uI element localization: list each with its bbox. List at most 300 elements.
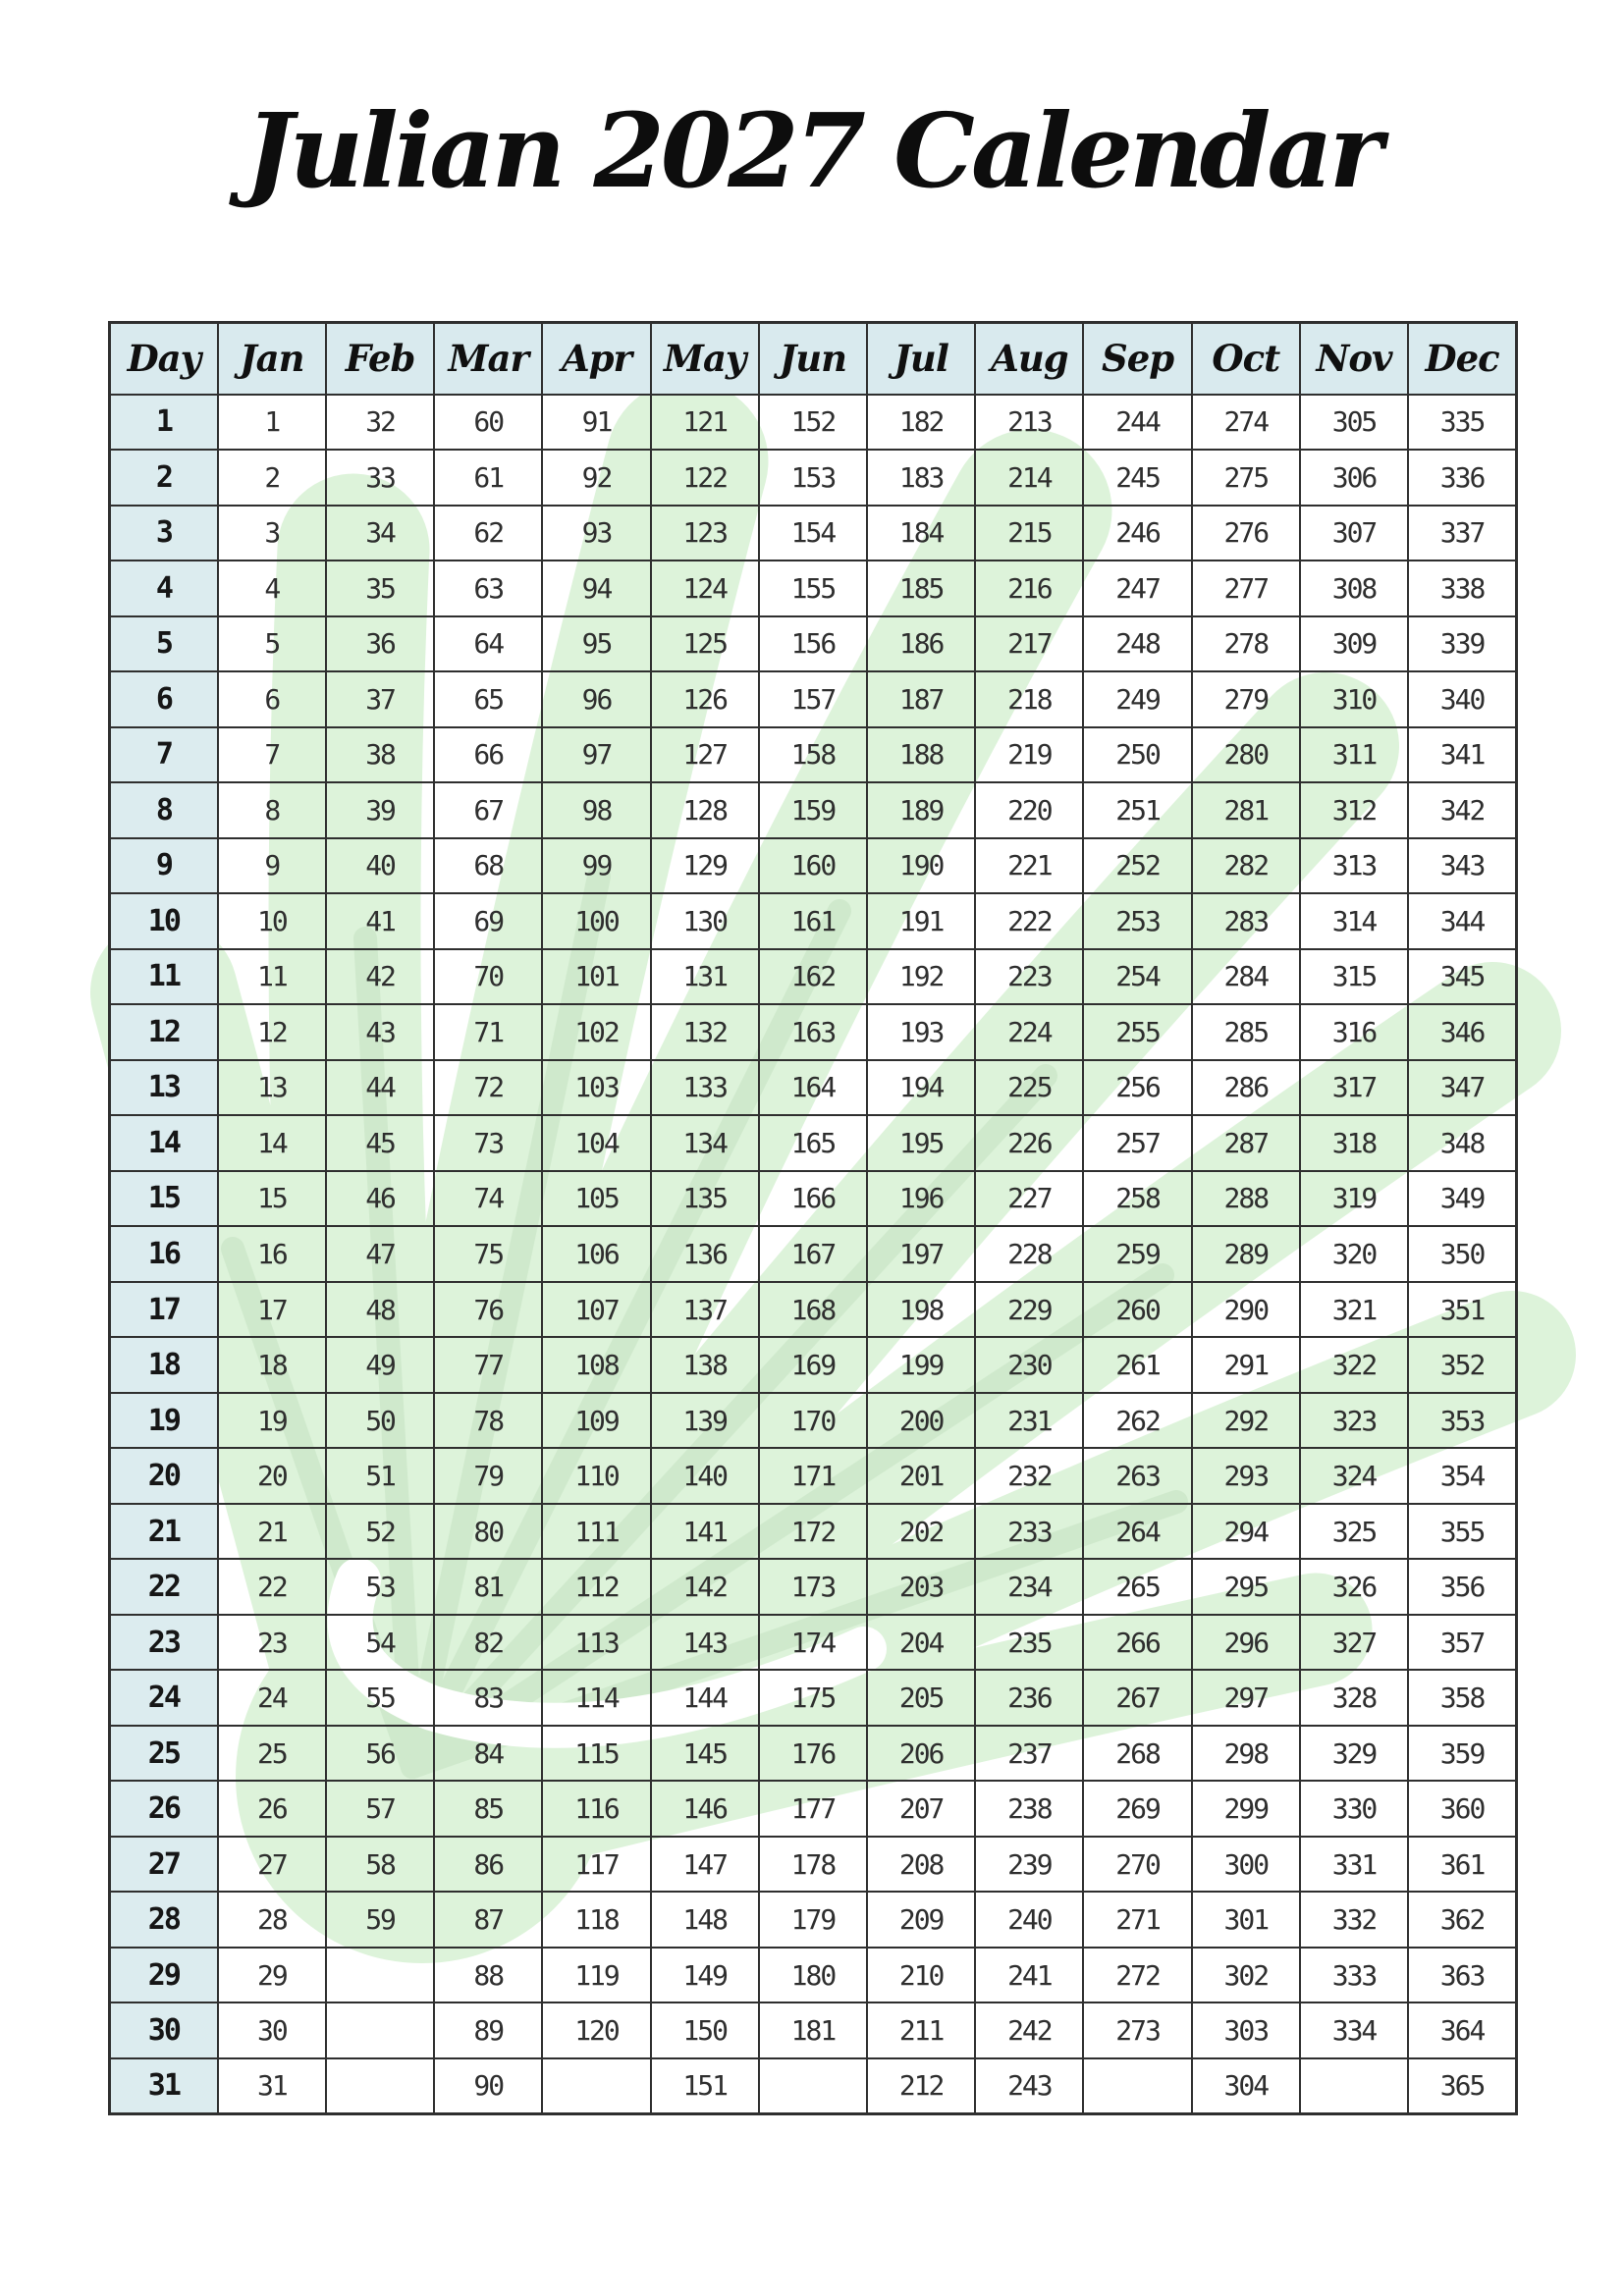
table-row: [110, 1337, 1517, 1393]
table-row: [110, 1670, 1517, 1726]
julian-day-cell: 336: [1408, 450, 1516, 506]
julian-day-cell: 108: [542, 1337, 650, 1393]
julian-day-cell: 246: [1083, 506, 1191, 561]
julian-day-cell: 316: [1300, 1004, 1408, 1060]
table-row: [110, 1393, 1517, 1449]
column-header-jul: Jul: [867, 323, 975, 395]
julian-day-cell: 121: [651, 395, 759, 451]
julian-day-cell: 28: [218, 1892, 326, 1948]
table-row: [110, 1559, 1517, 1615]
julian-day-cell: 207: [867, 1781, 975, 1837]
julian-day-cell: 345: [1408, 949, 1516, 1005]
day-number-cell: 1: [110, 395, 218, 451]
julian-day-cell: 103: [542, 1060, 650, 1116]
julian-day-cell: 9: [218, 838, 326, 894]
julian-day-cell: 13: [218, 1060, 326, 1116]
julian-day-cell: 168: [759, 1282, 867, 1338]
julian-day-cell: 252: [1083, 838, 1191, 894]
day-number-cell: 29: [110, 1948, 218, 2003]
julian-day-cell: 253: [1083, 893, 1191, 949]
julian-day-cell: 85: [434, 1781, 542, 1837]
julian-day-cell: 309: [1300, 616, 1408, 672]
julian-day-cell: 353: [1408, 1393, 1516, 1449]
julian-day-cell: 266: [1083, 1615, 1191, 1671]
julian-day-cell: 159: [759, 782, 867, 838]
julian-day-cell: 41: [326, 893, 434, 949]
julian-day-cell: 134: [651, 1115, 759, 1171]
day-number-cell: 8: [110, 782, 218, 838]
julian-day-cell: 278: [1192, 616, 1300, 672]
julian-day-cell: 191: [867, 893, 975, 949]
julian-day-cell: 157: [759, 671, 867, 727]
table-row: [110, 1115, 1517, 1171]
julian-day-cell: 94: [542, 561, 650, 616]
julian-day-cell: 81: [434, 1559, 542, 1615]
julian-day-cell: 204: [867, 1615, 975, 1671]
julian-day-cell: 23: [218, 1615, 326, 1671]
julian-day-cell: 5: [218, 616, 326, 672]
julian-day-cell: 365: [1408, 2058, 1516, 2114]
julian-day-cell: 78: [434, 1393, 542, 1449]
julian-day-cell: 256: [1083, 1060, 1191, 1116]
julian-day-cell: 51: [326, 1448, 434, 1504]
julian-day-cell: 74: [434, 1171, 542, 1227]
julian-day-cell: 290: [1192, 1282, 1300, 1338]
day-number-cell: 2: [110, 450, 218, 506]
day-number-cell: 23: [110, 1615, 218, 1671]
julian-day-cell: 52: [326, 1504, 434, 1560]
julian-day-cell: 315: [1300, 949, 1408, 1005]
day-number-cell: 27: [110, 1837, 218, 1893]
julian-day-cell: 17: [218, 1282, 326, 1338]
julian-day-cell: 169: [759, 1337, 867, 1393]
julian-day-cell: 123: [651, 506, 759, 561]
julian-day-cell: 137: [651, 1282, 759, 1338]
julian-day-cell: 224: [975, 1004, 1083, 1060]
julian-day-cell: 57: [326, 1781, 434, 1837]
julian-day-cell: 319: [1300, 1171, 1408, 1227]
julian-day-cell: 67: [434, 782, 542, 838]
julian-day-cell: 205: [867, 1670, 975, 1726]
julian-day-cell: 12: [218, 1004, 326, 1060]
julian-day-cell: 215: [975, 506, 1083, 561]
julian-day-cell: 35: [326, 561, 434, 616]
julian-day-cell: 294: [1192, 1504, 1300, 1560]
julian-day-cell: 151: [651, 2058, 759, 2114]
julian-day-cell: 308: [1300, 561, 1408, 616]
julian-day-cell: 275: [1192, 450, 1300, 506]
julian-day-cell: 286: [1192, 1060, 1300, 1116]
julian-day-cell: 120: [542, 2002, 650, 2058]
julian-day-cell: 213: [975, 395, 1083, 451]
table-row: [110, 1226, 1517, 1282]
julian-day-cell: 364: [1408, 2002, 1516, 2058]
julian-day-cell: 327: [1300, 1615, 1408, 1671]
julian-day-cell: 119: [542, 1948, 650, 2003]
julian-day-cell: 63: [434, 561, 542, 616]
julian-day-cell: 325: [1300, 1504, 1408, 1560]
julian-day-cell: 164: [759, 1060, 867, 1116]
julian-day-cell: 198: [867, 1282, 975, 1338]
day-number-cell: 31: [110, 2058, 218, 2114]
julian-day-cell: 338: [1408, 561, 1516, 616]
julian-day-cell: 355: [1408, 1504, 1516, 1560]
julian-day-cell: 56: [326, 1726, 434, 1782]
julian-day-cell: 212: [867, 2058, 975, 2114]
day-number-cell: 19: [110, 1393, 218, 1449]
julian-day-cell: 88: [434, 1948, 542, 2003]
julian-day-cell: 87: [434, 1892, 542, 1948]
julian-day-cell: 95: [542, 616, 650, 672]
table-row: [110, 1004, 1517, 1060]
column-header-apr: Apr: [542, 323, 650, 395]
julian-day-cell: 15: [218, 1171, 326, 1227]
julian-day-cell: 100: [542, 893, 650, 949]
julian-day-cell: 136: [651, 1226, 759, 1282]
julian-day-cell: 1: [218, 395, 326, 451]
julian-day-cell: 276: [1192, 506, 1300, 561]
julian-day-cell: 240: [975, 1892, 1083, 1948]
julian-day-cell: 244: [1083, 395, 1191, 451]
julian-day-cell: 190: [867, 838, 975, 894]
julian-day-cell: 148: [651, 1892, 759, 1948]
julian-day-cell: 6: [218, 671, 326, 727]
julian-day-cell: 129: [651, 838, 759, 894]
julian-day-cell: 310: [1300, 671, 1408, 727]
day-number-cell: 10: [110, 893, 218, 949]
julian-day-cell: 98: [542, 782, 650, 838]
table-row: [110, 450, 1517, 506]
julian-day-cell: 251: [1083, 782, 1191, 838]
column-header-dec: Dec: [1408, 323, 1516, 395]
julian-day-cell: 24: [218, 1670, 326, 1726]
julian-day-cell: 279: [1192, 671, 1300, 727]
page-title: Julian 2027 Calendar: [244, 90, 1380, 211]
julian-day-cell: 140: [651, 1448, 759, 1504]
julian-day-cell: 101: [542, 949, 650, 1005]
julian-day-cell: 44: [326, 1060, 434, 1116]
julian-day-cell: 258: [1083, 1171, 1191, 1227]
julian-day-cell: 296: [1192, 1615, 1300, 1671]
julian-day-cell: 155: [759, 561, 867, 616]
julian-day-cell: 79: [434, 1448, 542, 1504]
table-row: [110, 727, 1517, 783]
julian-day-cell: 255: [1083, 1004, 1191, 1060]
julian-day-cell: 8: [218, 782, 326, 838]
table-row: [110, 782, 1517, 838]
julian-day-cell: 182: [867, 395, 975, 451]
julian-day-cell: 356: [1408, 1559, 1516, 1615]
table-row: [110, 1060, 1517, 1116]
julian-day-cell: 175: [759, 1670, 867, 1726]
julian-day-cell: 70: [434, 949, 542, 1005]
julian-day-cell: 317: [1300, 1060, 1408, 1116]
julian-day-cell: 153: [759, 450, 867, 506]
julian-day-cell: 285: [1192, 1004, 1300, 1060]
julian-day-cell: [326, 2058, 434, 2114]
julian-day-cell: 347: [1408, 1060, 1516, 1116]
julian-day-cell: 167: [759, 1226, 867, 1282]
julian-day-cell: 263: [1083, 1448, 1191, 1504]
julian-day-cell: 58: [326, 1837, 434, 1893]
julian-day-cell: 135: [651, 1171, 759, 1227]
julian-day-cell: 282: [1192, 838, 1300, 894]
julian-day-cell: 76: [434, 1282, 542, 1338]
table-row: [110, 1615, 1517, 1671]
table-row: [110, 1781, 1517, 1837]
table-row: [110, 561, 1517, 616]
julian-day-cell: 281: [1192, 782, 1300, 838]
julian-day-cell: 359: [1408, 1726, 1516, 1782]
day-number-cell: 20: [110, 1448, 218, 1504]
julian-day-cell: 109: [542, 1393, 650, 1449]
column-header-jan: Jan: [218, 323, 326, 395]
julian-day-cell: 83: [434, 1670, 542, 1726]
julian-day-cell: 49: [326, 1337, 434, 1393]
julian-day-cell: 68: [434, 838, 542, 894]
julian-day-cell: 324: [1300, 1448, 1408, 1504]
column-header-feb: Feb: [326, 323, 434, 395]
julian-day-cell: 19: [218, 1393, 326, 1449]
julian-day-cell: 30: [218, 2002, 326, 2058]
julian-day-cell: 4: [218, 561, 326, 616]
julian-day-cell: 312: [1300, 782, 1408, 838]
julian-day-cell: 289: [1192, 1226, 1300, 1282]
julian-day-cell: 350: [1408, 1226, 1516, 1282]
day-number-cell: 24: [110, 1670, 218, 1726]
julian-day-cell: 62: [434, 506, 542, 561]
julian-day-cell: 202: [867, 1504, 975, 1560]
julian-day-cell: 133: [651, 1060, 759, 1116]
julian-day-cell: 270: [1083, 1837, 1191, 1893]
julian-day-cell: 216: [975, 561, 1083, 616]
julian-day-cell: 274: [1192, 395, 1300, 451]
julian-day-cell: 339: [1408, 616, 1516, 672]
julian-day-cell: 301: [1192, 1892, 1300, 1948]
julian-day-cell: 226: [975, 1115, 1083, 1171]
julian-day-cell: 268: [1083, 1726, 1191, 1782]
julian-day-cell: 323: [1300, 1393, 1408, 1449]
table-row: [110, 1837, 1517, 1893]
column-header-day: Day: [110, 323, 218, 395]
julian-day-cell: 172: [759, 1504, 867, 1560]
julian-day-cell: 318: [1300, 1115, 1408, 1171]
julian-day-cell: 360: [1408, 1781, 1516, 1837]
julian-day-cell: 33: [326, 450, 434, 506]
julian-day-cell: 73: [434, 1115, 542, 1171]
julian-day-cell: 42: [326, 949, 434, 1005]
julian-day-cell: 89: [434, 2002, 542, 2058]
julian-day-cell: 332: [1300, 1892, 1408, 1948]
julian-day-cell: 158: [759, 727, 867, 783]
julian-day-cell: 331: [1300, 1837, 1408, 1893]
julian-day-cell: 247: [1083, 561, 1191, 616]
julian-day-cell: 111: [542, 1504, 650, 1560]
julian-day-cell: 166: [759, 1171, 867, 1227]
julian-day-cell: 300: [1192, 1837, 1300, 1893]
julian-day-cell: 124: [651, 561, 759, 616]
julian-day-cell: 346: [1408, 1004, 1516, 1060]
julian-day-cell: 77: [434, 1337, 542, 1393]
day-number-cell: 12: [110, 1004, 218, 1060]
julian-day-cell: 357: [1408, 1615, 1516, 1671]
julian-day-cell: 117: [542, 1837, 650, 1893]
julian-day-cell: 147: [651, 1837, 759, 1893]
julian-day-cell: 234: [975, 1559, 1083, 1615]
julian-day-cell: 361: [1408, 1837, 1516, 1893]
day-number-cell: 3: [110, 506, 218, 561]
julian-day-cell: [542, 2058, 650, 2114]
julian-day-cell: 303: [1192, 2002, 1300, 2058]
julian-day-cell: 196: [867, 1171, 975, 1227]
julian-day-cell: 195: [867, 1115, 975, 1171]
julian-day-cell: 200: [867, 1393, 975, 1449]
julian-day-cell: 187: [867, 671, 975, 727]
julian-day-cell: 80: [434, 1504, 542, 1560]
julian-day-cell: 165: [759, 1115, 867, 1171]
julian-day-cell: 36: [326, 616, 434, 672]
julian-day-cell: 287: [1192, 1115, 1300, 1171]
julian-day-cell: 351: [1408, 1282, 1516, 1338]
julian-day-cell: 162: [759, 949, 867, 1005]
julian-day-cell: 146: [651, 1781, 759, 1837]
julian-day-cell: 348: [1408, 1115, 1516, 1171]
julian-day-cell: 22: [218, 1559, 326, 1615]
julian-day-cell: 239: [975, 1837, 1083, 1893]
julian-day-cell: 241: [975, 1948, 1083, 2003]
julian-day-cell: 267: [1083, 1670, 1191, 1726]
julian-day-cell: 177: [759, 1781, 867, 1837]
julian-day-cell: 7: [218, 727, 326, 783]
julian-day-cell: 249: [1083, 671, 1191, 727]
julian-day-cell: 176: [759, 1726, 867, 1782]
julian-day-cell: 262: [1083, 1393, 1191, 1449]
julian-day-cell: 250: [1083, 727, 1191, 783]
julian-day-cell: 154: [759, 506, 867, 561]
julian-day-cell: 16: [218, 1226, 326, 1282]
julian-day-cell: [1083, 2058, 1191, 2114]
julian-day-cell: 335: [1408, 395, 1516, 451]
julian-day-cell: 106: [542, 1226, 650, 1282]
julian-day-cell: 214: [975, 450, 1083, 506]
julian-day-cell: 186: [867, 616, 975, 672]
table-row: [110, 838, 1517, 894]
day-number-cell: 30: [110, 2002, 218, 2058]
julian-day-cell: 238: [975, 1781, 1083, 1837]
julian-day-cell: 65: [434, 671, 542, 727]
julian-day-cell: 18: [218, 1337, 326, 1393]
julian-day-cell: 194: [867, 1060, 975, 1116]
day-number-cell: 28: [110, 1892, 218, 1948]
julian-day-cell: 132: [651, 1004, 759, 1060]
julian-day-cell: 211: [867, 2002, 975, 2058]
julian-day-cell: 14: [218, 1115, 326, 1171]
julian-day-cell: 163: [759, 1004, 867, 1060]
julian-day-cell: 333: [1300, 1948, 1408, 2003]
day-number-cell: 4: [110, 561, 218, 616]
day-number-cell: 15: [110, 1171, 218, 1227]
julian-day-cell: 352: [1408, 1337, 1516, 1393]
julian-day-cell: 185: [867, 561, 975, 616]
julian-day-cell: 220: [975, 782, 1083, 838]
julian-day-cell: 122: [651, 450, 759, 506]
julian-day-cell: 180: [759, 1948, 867, 2003]
table-row: [110, 949, 1517, 1005]
day-number-cell: 22: [110, 1559, 218, 1615]
table-row: [110, 1726, 1517, 1782]
julian-day-cell: 61: [434, 450, 542, 506]
day-number-cell: 9: [110, 838, 218, 894]
julian-day-cell: 237: [975, 1726, 1083, 1782]
julian-day-cell: 170: [759, 1393, 867, 1449]
julian-day-cell: 143: [651, 1615, 759, 1671]
julian-day-cell: 118: [542, 1892, 650, 1948]
julian-day-cell: 292: [1192, 1393, 1300, 1449]
julian-day-cell: 293: [1192, 1448, 1300, 1504]
day-number-cell: 25: [110, 1726, 218, 1782]
julian-day-cell: 127: [651, 727, 759, 783]
julian-day-cell: 261: [1083, 1337, 1191, 1393]
julian-day-cell: 298: [1192, 1726, 1300, 1782]
julian-day-cell: [326, 1948, 434, 2003]
julian-day-cell: 34: [326, 506, 434, 561]
julian-day-cell: 337: [1408, 506, 1516, 561]
julian-day-cell: 174: [759, 1615, 867, 1671]
julian-day-cell: 307: [1300, 506, 1408, 561]
table-body: [110, 395, 1517, 2114]
julian-day-cell: 236: [975, 1670, 1083, 1726]
julian-day-cell: 184: [867, 506, 975, 561]
julian-day-cell: 288: [1192, 1171, 1300, 1227]
julian-day-cell: 201: [867, 1448, 975, 1504]
julian-day-cell: 66: [434, 727, 542, 783]
julian-day-cell: 314: [1300, 893, 1408, 949]
julian-day-cell: 181: [759, 2002, 867, 2058]
julian-day-cell: 69: [434, 893, 542, 949]
julian-day-cell: 90: [434, 2058, 542, 2114]
julian-day-cell: 27: [218, 1837, 326, 1893]
julian-day-cell: 311: [1300, 727, 1408, 783]
julian-day-cell: 116: [542, 1781, 650, 1837]
julian-day-cell: 31: [218, 2058, 326, 2114]
julian-day-cell: 242: [975, 2002, 1083, 2058]
table-row: [110, 395, 1517, 451]
julian-day-cell: 245: [1083, 450, 1191, 506]
julian-day-cell: 206: [867, 1726, 975, 1782]
julian-day-cell: 233: [975, 1504, 1083, 1560]
julian-day-cell: 126: [651, 671, 759, 727]
julian-day-cell: 93: [542, 506, 650, 561]
julian-day-cell: 141: [651, 1504, 759, 1560]
table-row: [110, 506, 1517, 561]
julian-day-cell: 305: [1300, 395, 1408, 451]
julian-day-cell: 329: [1300, 1726, 1408, 1782]
julian-day-cell: 363: [1408, 1948, 1516, 2003]
julian-day-cell: 130: [651, 893, 759, 949]
julian-day-cell: 343: [1408, 838, 1516, 894]
julian-day-cell: 50: [326, 1393, 434, 1449]
column-header-oct: Oct: [1192, 323, 1300, 395]
julian-day-cell: 272: [1083, 1948, 1191, 2003]
julian-day-cell: 102: [542, 1004, 650, 1060]
julian-day-cell: 114: [542, 1670, 650, 1726]
julian-day-cell: 183: [867, 450, 975, 506]
julian-day-cell: 144: [651, 1670, 759, 1726]
julian-day-cell: [759, 2058, 867, 2114]
julian-day-cell: 105: [542, 1171, 650, 1227]
julian-day-cell: 313: [1300, 838, 1408, 894]
table-row: [110, 1948, 1517, 2003]
